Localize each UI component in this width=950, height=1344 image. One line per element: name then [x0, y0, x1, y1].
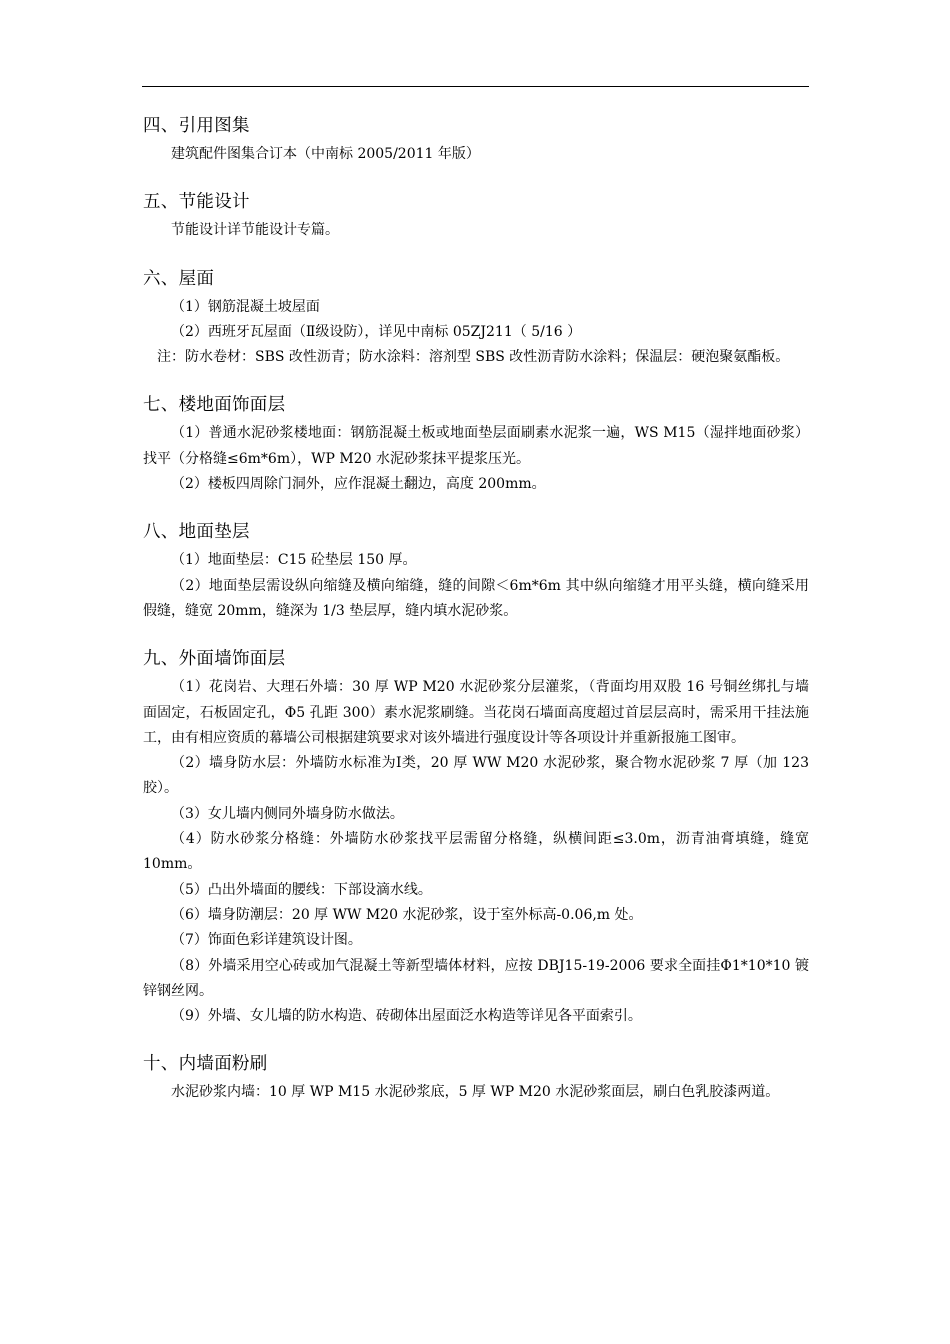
paragraph: （1）地面垫层：C15 砼垫层 150 厚。 — [171, 552, 417, 569]
section-heading: 六、屋面 — [143, 268, 215, 289]
section-heading: 八、地面垫层 — [143, 522, 250, 543]
paragraph: （1）花岗岩、大理石外墙：30 厚 WP M20 水泥砂浆分层灌浆，（背面均用双股 16 号铜丝绑扎与墙面固定，石板固定孔，Φ5 孔距 300）素水泥浆刷缝。当花岗石墙面高度超过首层层高时，需采用干挂法施工，由有相应资质的幕墙公司根据建筑要求对该外墙进行强度设计等各项设计并重新报施工图审。 — [143, 679, 809, 746]
section-heading: 四、引用图集 — [143, 116, 250, 136]
paragraph: 节能设计详节能设计专篇。 — [171, 222, 339, 239]
paragraph: （8）外墙采用空心砖或加气混凝土等新型墙体材料，应按 DBJ15-19-2006 要求全面挂Φ1*10*10 镀锌钢丝网。 — [143, 957, 809, 999]
paragraph: （2）西班牙瓦屋面（Ⅱ级设防），详见中南标 05ZJ211（ 5/16 ） — [171, 323, 582, 340]
header-rule — [142, 86, 809, 87]
paragraph: （1）普通水泥砂浆楼地面：钢筋混凝土板或地面垫层面刷素水泥浆一遍，WS M15（湿拌地面砂浆）找平（分格缝≤6m*6m），WP M20 水泥砂浆抹平提浆压光。 — [143, 425, 809, 467]
section-exterior-wall-finish — [143, 646, 809, 1029]
paragraph: （5）凸出外墙面的腰线：下部设滴水线。 — [171, 881, 432, 898]
section-energy-design — [143, 189, 809, 243]
paragraph: （2）墙身防水层：外墙防水标准为Ⅰ类，20 厚 WW M20 水泥砂浆，聚合物水泥砂浆 7 厚（加 123 胶）。 — [143, 755, 809, 797]
section-heading: 九、外面墙饰面层 — [143, 649, 286, 670]
section-referenced-atlas — [143, 113, 809, 167]
section-heading: 五、节能设计 — [143, 192, 250, 213]
paragraph: （7）饰面色彩详建筑设计图。 — [171, 932, 362, 949]
paragraph: （3）女儿墙内侧同外墙身防水做法。 — [171, 805, 404, 822]
paragraph: （9）外墙、女儿墙的防水构造、砖砌体出屋面泛水构造等详见各平面索引。 — [171, 1008, 642, 1025]
section-interior-wall-plaster — [143, 1051, 809, 1105]
paragraph: （6）墙身防潮层：20 厚 WW M20 水泥砂浆，设于室外标高-0.06,m 处。 — [171, 906, 643, 923]
paragraph: 水泥砂浆内墙：10 厚 WP M15 水泥砂浆底，5 厚 WP M20 水泥砂浆面层，刷白色乳胶漆两道。 — [171, 1084, 780, 1101]
paragraph: （2）地面垫层需设纵向缩缝及横向缩缝，缝的间隙＜6m*6m 其中纵向缩缝才用平头缝，横向缝采用假缝，缝宽 20mm，缝深为 1/3 垫层厚，缝内填水泥砂浆。 — [143, 577, 809, 619]
section-heading: 七、楼地面饰面层 — [143, 395, 286, 416]
section-floor-finish — [143, 392, 809, 497]
section-heading: 十、内墙面粉刷 — [143, 1054, 268, 1075]
note-paragraph: 注：防水卷材：SBS 改性沥青；防水涂料：溶剂型 SBS 改性沥青防水涂料；保温层：硬泡聚氨酯板。 — [157, 349, 790, 366]
document-body — [143, 113, 809, 1128]
paragraph: （4）防水砂浆分格缝：外墙防水砂浆找平层需留分格缝，纵横间距≤3.0m，沥青油膏填缝，缝宽 10mm。 — [143, 831, 809, 873]
paragraph: 建筑配件图集合订本（中南标 2005/2011 年版） — [171, 146, 480, 162]
paragraph: （1）钢筋混凝土坡屋面 — [171, 298, 320, 315]
section-ground-cushion — [143, 519, 809, 624]
paragraph: （2）楼板四周除门洞外，应作混凝土翻边，高度 200mm。 — [171, 476, 546, 493]
section-roof — [143, 266, 809, 371]
